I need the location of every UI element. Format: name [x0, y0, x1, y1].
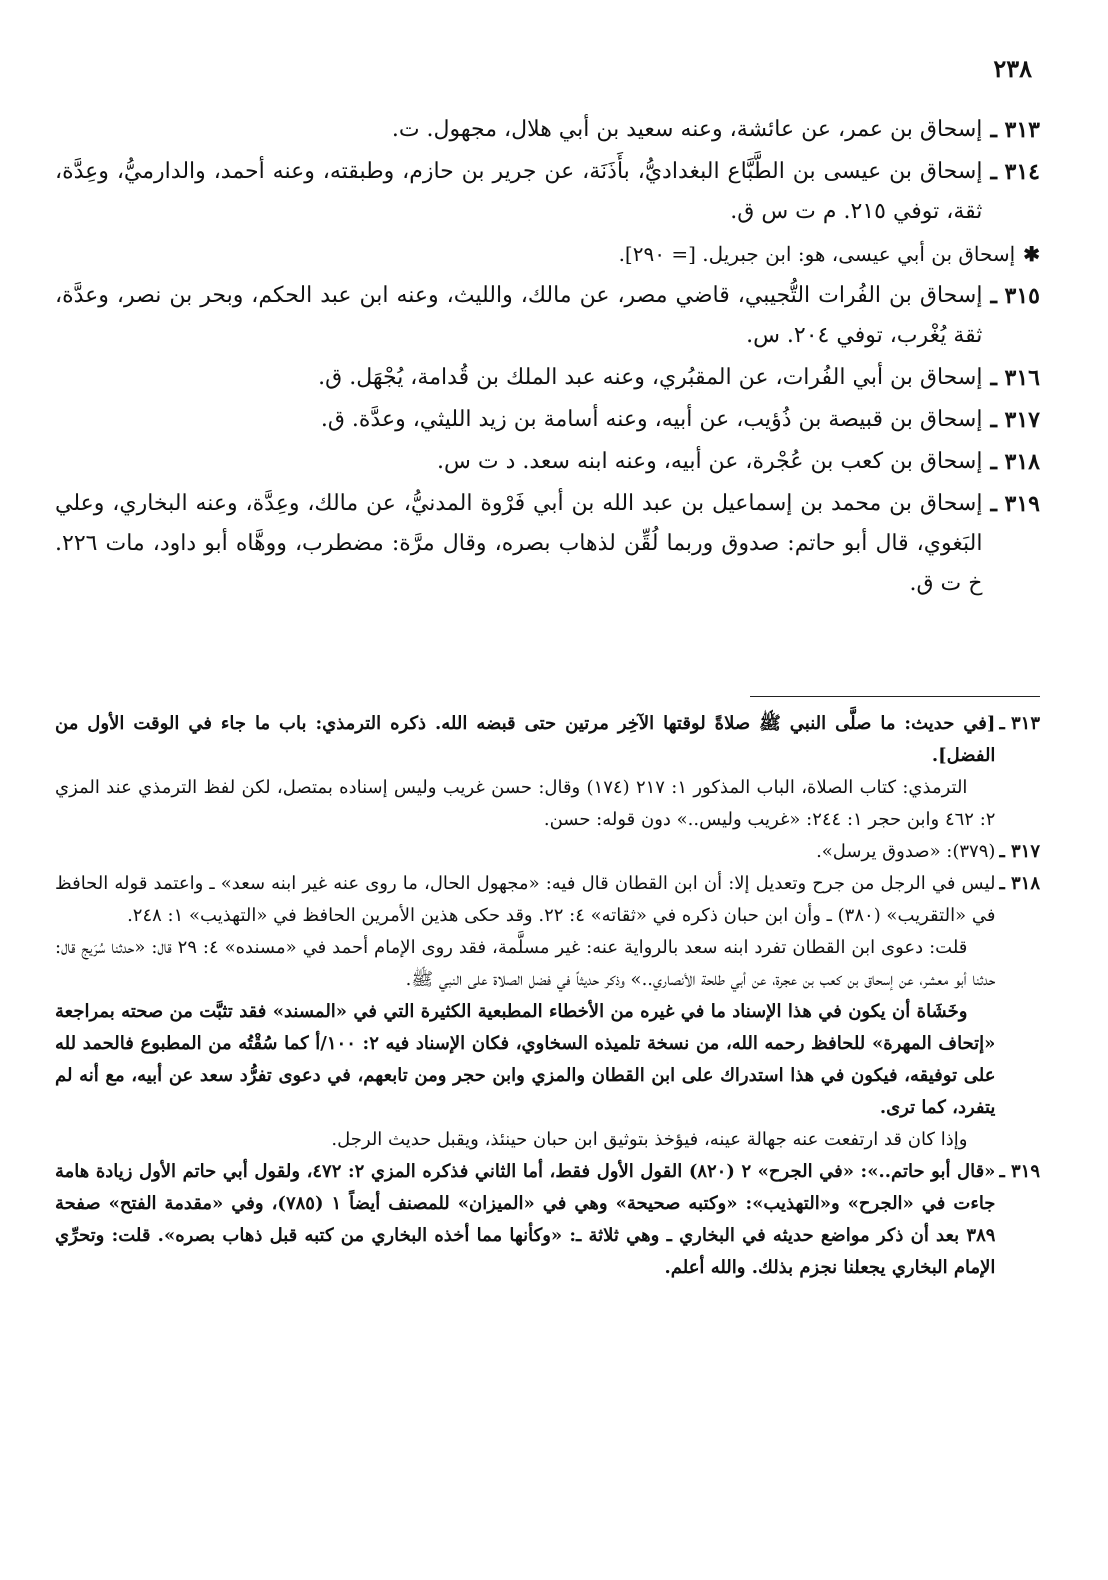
footnote-number: ٣١٧ ـ [999, 841, 1040, 862]
entry-number: ٣١٧ ـ [990, 407, 1040, 433]
entry-number: ٣١٨ ـ [990, 449, 1040, 475]
footnote-paragraph: [في حديث: ما صلَّى النبي ﷺ صلاةً لوقتها الآخِر مرتين حتى قبضه الله. ذكره الترمذي: باب ما جاء في الوقت الأول من الفضل]. [55, 713, 996, 766]
footnote-body [55, 868, 995, 1156]
note-text: إسحاق بن أبي عيسى، هو: ابن جبريل. [= ٢٩٠]. [618, 242, 1016, 266]
footnote-body [55, 1156, 995, 1284]
entry-313 [55, 110, 1040, 150]
footnote-paragraph: وإذا كان قد ارتفعت عنه جهالة عينه، فيؤخذ بتوثيق ابن حبان حينئذ، ويقبل حديث الرجل. [331, 1129, 968, 1150]
entry-text: إسحاق بن محمد بن إسماعيل بن عبد الله بن أبي فَرْوة المدنيُّ، عن مالك، وعِدَّة، وعنه البخاري، وعلي البَغوي، قال أبو حاتم: صدوق وربما لُقِّن لذهاب بصره، وقال مرَّة: مضطرب، ووهَّاه أبو داود، مات ٢٢٦. خ ت ق. [55, 491, 983, 596]
entry-number: ٣١٩ ـ [990, 491, 1040, 517]
cross-reference-note [55, 234, 1040, 274]
footnote-number: ٣١٩ ـ [999, 1161, 1040, 1182]
entry-316 [55, 358, 1040, 398]
entry-315 [55, 276, 1040, 356]
footnotes [55, 708, 1040, 1284]
asterisk-icon: ✱ [1023, 242, 1040, 266]
main-entries [55, 110, 1040, 606]
footnote-body [55, 708, 995, 836]
footnote-paragraph: قلت: دعوى ابن القطان تفرد ابنه سعد بالرواية عنه: غير مسلَّمة، فقد روى الإمام أحمد في «مسنده» ٤: ٢٩ قال: «حدثنا سُرَيج قال: حدثنا أبو معشر، عن إسحاق بن كعب بن عجرة، عن أبي طلحة الأنصاري..» وذكر حديثاً في فضل الصلاة على النبي ﷺ. [55, 937, 996, 990]
entry-text: إسحاق بن كعب بن عُجْرة، عن أبيه، وعنه ابنه سعد. د ت س. [437, 449, 983, 474]
entry-text: إسحاق بن قبيصة بن ذُؤيب، عن أبيه، وعنه أسامة بن زيد الليثي، وعدَّة. ق. [320, 407, 983, 432]
entry-text: إسحاق بن عيسى بن الطَّبَّاع البغداديُّ، بأَذَنَة، عن جرير بن حازم، وطبقته، وعنه أحمد، والدارميُّ، وعِدَّة، ثقة، توفي ٢١٥. م ت س ق. [55, 159, 983, 224]
footnote-body [55, 836, 995, 868]
footnote-313 [55, 708, 1040, 836]
entry-314 [55, 152, 1040, 232]
footnote-317 [55, 836, 1040, 868]
entry-number: ٣١٦ ـ [990, 365, 1040, 391]
entry-number: ٣١٤ ـ [990, 159, 1040, 185]
footnote-separator [750, 696, 1040, 697]
footnote-number: ٣١٣ ـ [999, 713, 1040, 734]
footnote-paragraph: وخَشَاة أن يكون في هذا الإسناد ما في غيره من الأخطاء المطبعية الكثيرة التي في «المسند» فقد تثبَّت من صحته بمراجعة «إتحاف المهرة» للحافظ رحمه الله، من نسخة تلميذه السخاوي، فكان الإسناد فيه ٢: ١٠٠/أ كما سُقْتُه من المطبوع فالحمد لله على توفيقه، فيكون في هذا استدراك على ابن القطان والمزي وابن حجر ومن تابعهم، في دعوى تفرُّد سعد عن أبيه، مع أنه لم يتفرد، كما ترى. [55, 1001, 996, 1118]
entry-number: ٣١٣ ـ [990, 117, 1040, 143]
page-number: ٢٣٨ [993, 54, 1032, 83]
entry-text: إسحاق بن عمر، عن عائشة، وعنه سعيد بن أبي هلال، مجهول. ت. [391, 117, 983, 142]
footnote-paragraph: «قال أبو حاتم..»: «في الجرح» ٢ (٨٢٠) القول الأول فقط، أما الثاني فذكره المزي ٢: ٤٧٢، ولقول أبي حاتم الأول زيادة هامة جاءت في «الجرح» و«التهذيب»: «وكتبه صحيحة» وهي في «الميزان» للمصنف أيضاً ١ (٧٨٥)، وفي «مقدمة الفتح» صفحة ٣٨٩ بعد أن ذكر مواضع حديثه في البخاري ـ وهي ثلاثة ـ: «وكأنها مما أخذه البخاري من كتبه قبل ذهاب بصره». قلت: وتحرِّي الإمام البخاري يجعلنا نجزم بذلك. والله أعلم. [55, 1161, 996, 1278]
footnote-paragraph: ليس في الرجل من جرح وتعديل إلا: أن ابن القطان قال فيه: «مجهول الحال، ما روى عنه غير ابنه سعد» ـ واعتمد قوله الحافظ في «التقريب» (٣٨٠) ـ وأن ابن حبان ذكره في «ثقاته» ٤: ٢٢. وقد حكى هذين الأمرين الحافظ في «التهذيب» ١: ٢٤٨. [55, 873, 996, 926]
entry-number: ٣١٥ ـ [990, 283, 1040, 309]
entry-text: إسحاق بن الفُرات التُّجيبي، قاضي مصر، عن مالك، والليث، وعنه ابن عبد الحكم، وبحر بن نصر، وعدَّة، ثقة يُغْرب، توفي ٢٠٤. س. [55, 283, 983, 348]
entry-319 [55, 484, 1040, 604]
footnote-paragraph: (٣٧٩): «صدوق يرسل». [816, 841, 996, 862]
footnote-318 [55, 868, 1040, 1156]
entry-318 [55, 442, 1040, 482]
footnote-paragraph: الترمذي: كتاب الصلاة، الباب المذكور ١: ٢١٧ (١٧٤) وقال: حسن غريب وليس إسناده بمتصل، لكن لفظ الترمذي عند المزي ٢: ٤٦٢ وابن حجر ١: ٢٤٤: «غريب وليس..» دون قوله: حسن. [55, 777, 996, 830]
entry-text: إسحاق بن أبي الفُرات، عن المقبُري، وعنه عبد الملك بن قُدامة، يُجْهَل. ق. [318, 365, 983, 390]
footnote-319 [55, 1156, 1040, 1284]
footnote-number: ٣١٨ ـ [999, 873, 1040, 894]
entry-317 [55, 400, 1040, 440]
